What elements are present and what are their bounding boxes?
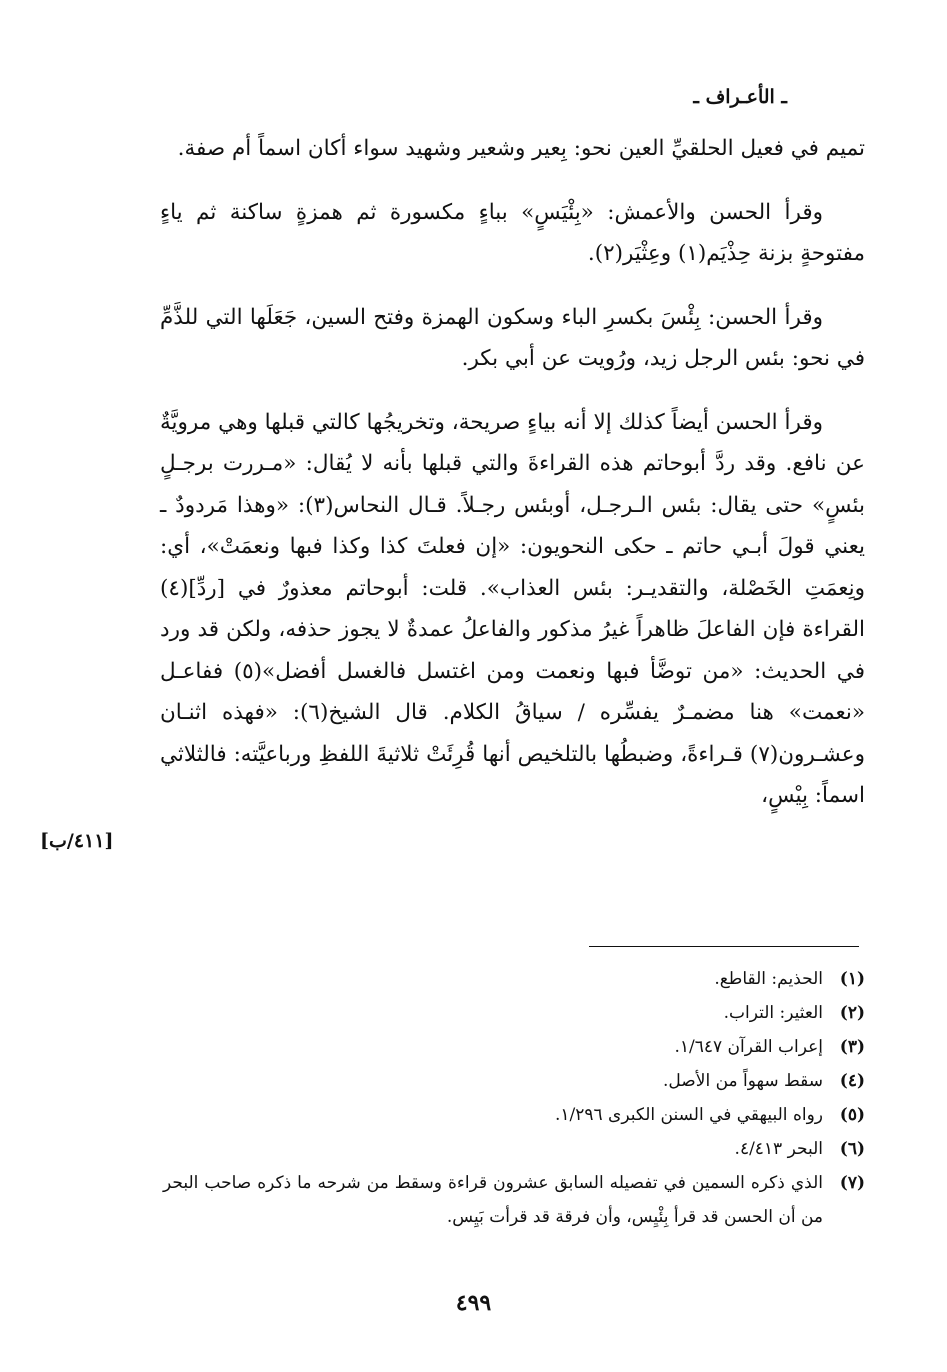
manuscript-folio-marker: [٤١١/ب] <box>40 830 114 852</box>
footnote-4 <box>160 1064 865 1098</box>
footnote-text: إعراب القرآن ١/٦٤٧. <box>674 1037 823 1057</box>
footnote-text: العثير: التراب. <box>723 1003 823 1023</box>
running-header-title: ـ الأعـراف ـ <box>693 86 787 108</box>
footnote-2 <box>160 996 865 1030</box>
paragraph-4: وقرأ الحسن أيضاً كذلك إلا أنه بياءٍ صريحة، وتخريجُها كالتي قبلها وهي مرويَّةٌ عن نافع. وقد ردَّ أبوحاتم هذه القراءةَ والتي قبلها بأنه لا يُقال: «مـررت برجـلٍ بئسٍ» حتى يقال: بئس الـرجـل، أوبئس رجـلاً. قـال النحاس(٣): «وهذا مَردودٌ ـ يعني قولَ أبـي حاتم ـ حكى النحويون: «إن فعلتَ كذا وكذا فبها ونعمَتْ»، أي: ونِعمَتِ الخَصْلة، والتقديـر: بئس العذاب». قلت: أبوحاتم معذورٌ في [ردِّ](٤) القراءة فإن الفاعلَ ظاهراً غيرُ مذكور والفاعلُ عمدةٌ لا يجوز حذفه، ولكن قد ورد في الحديث: «من توضَّأ فبها ونعمت ومن اغتسل فالغسل أفضل»(٥) ففاعـل «نعمت» هنا مضمـرٌ يفسِّره / سياقُ الكلام. قال الشيخ(٦): «فهذه اثنـان وعشـرون(٧) قـراءةً، وضبطُها بالتلخيص أنها قُرِئَتْ ثلاثيةَ اللفظِ ورباعيَّته: فالثلاثي اسماً: بِيْسٍ، <box>160 409 865 808</box>
footnote-text: رواه البيهقي في السنن الكبرى ١/٢٩٦. <box>554 1105 823 1125</box>
main-text-block <box>160 128 865 817</box>
paragraph-1: تميم في فعيل الحلقيِّ العين نحو: بِعير وشعير وشهيد سواء أكان اسماً أم صفة. <box>177 136 865 161</box>
footnote-6 <box>160 1132 865 1166</box>
footnote-number: (٧) <box>839 1173 865 1193</box>
footnote-text: البحر ٤/٤١٣. <box>734 1139 823 1159</box>
footnote-number: (٦) <box>839 1139 865 1159</box>
footnote-number: (١) <box>839 969 865 989</box>
footnote-text: الذي ذكره السمين في تفصيله السابق عشرون قراءة وسقط من شرحه ما ذكره صاحب البحر من أن الحسن قد قرأ بِئْيِس، وأن فرقة قد قرأت بَيِس. <box>163 1173 823 1227</box>
footnote-number: (٢) <box>839 1003 865 1023</box>
footnote-text: سقط سهواً من الأصل. <box>663 1071 823 1091</box>
footnote-divider <box>589 946 859 947</box>
footnote-number: (٥) <box>839 1105 865 1125</box>
paragraph-2: وقرأ الحسن والأعمش: «بِئْيَسٍ» بباءٍ مكسورة ثم همزةٍ ساكنة ثم ياءٍ مفتوحةٍ بزنة حِذْيَم(١) وعِثْيَر(٢). <box>160 199 865 266</box>
footnote-7 <box>160 1166 865 1234</box>
footnote-5 <box>160 1098 865 1132</box>
page-number: ٤٩٩ <box>455 1290 492 1316</box>
footnotes-list <box>160 962 865 1234</box>
footnote-text: الحذيم: القاطع. <box>714 969 823 989</box>
paragraph-3: وقرأ الحسن: بِئْسَ بكسرِ الباء وسكون الهمزة وفتح السين، جَعَلَها التي للذَّمِّ في نحو: بئس الرجل زيد، ورُويت عن أبي بكر. <box>160 304 865 371</box>
footnote-3 <box>160 1030 865 1064</box>
footnote-1 <box>160 962 865 996</box>
footnote-number: (٣) <box>839 1037 865 1057</box>
footnote-number: (٤) <box>839 1071 865 1091</box>
